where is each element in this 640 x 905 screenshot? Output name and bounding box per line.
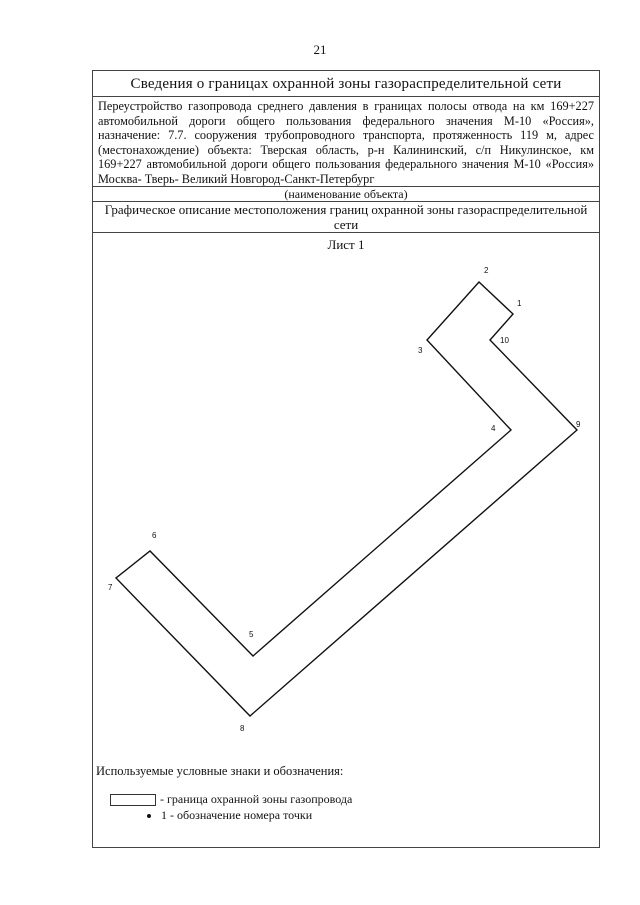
document-title: Сведения о границах охранной зоны газораспределительной сети [93,71,599,97]
legend-boundary-text: - граница охранной зоны газопровода [160,792,353,806]
legend-point-text: 1 - обозначение номера точки [161,808,313,822]
point-label-5: 5 [249,630,254,639]
point-label-6: 6 [152,531,157,540]
point-label-1: 1 [517,299,522,308]
point-label-10: 10 [500,336,509,345]
object-caption: (наименование объекта) [93,187,599,202]
point-label-7: 7 [108,583,113,592]
sheet-label: Лист 1 [327,237,365,252]
legend-point [147,808,312,823]
point-label-3: 3 [418,346,423,355]
page-number: 21 [313,42,327,57]
point-label-2: 2 [484,266,489,275]
point-label-8: 8 [240,724,245,733]
point-label-4: 4 [491,424,496,433]
graphic-heading: Графическое описание местоположения границ охранной зоны газораспределительной сети [93,202,599,233]
legend-title: Используемые условные знаки и обозначения: [96,764,344,778]
legend-boundary [110,792,352,807]
boundary-symbol-icon [110,794,156,806]
bullet-icon [147,814,151,818]
point-label-9: 9 [576,420,581,429]
object-description: Переустройство газопровода среднего давления в границах полосы отвода на км 169+227 автомобильной дороги общего пользования федерального значения М-10 «Россия», назначение: 7.7. сооружения трубопроводного транспорта, протяженность 119 м, адрес (местонахождение) объекта: Тверская область, р-н Калининский, с/п Никулинское, км 169+227 автомобильной дороги общего пользования федерального значения М-10 «Россия» Москва- Тверь- Великий Новгород-Санкт-Петербург [93,97,599,187]
